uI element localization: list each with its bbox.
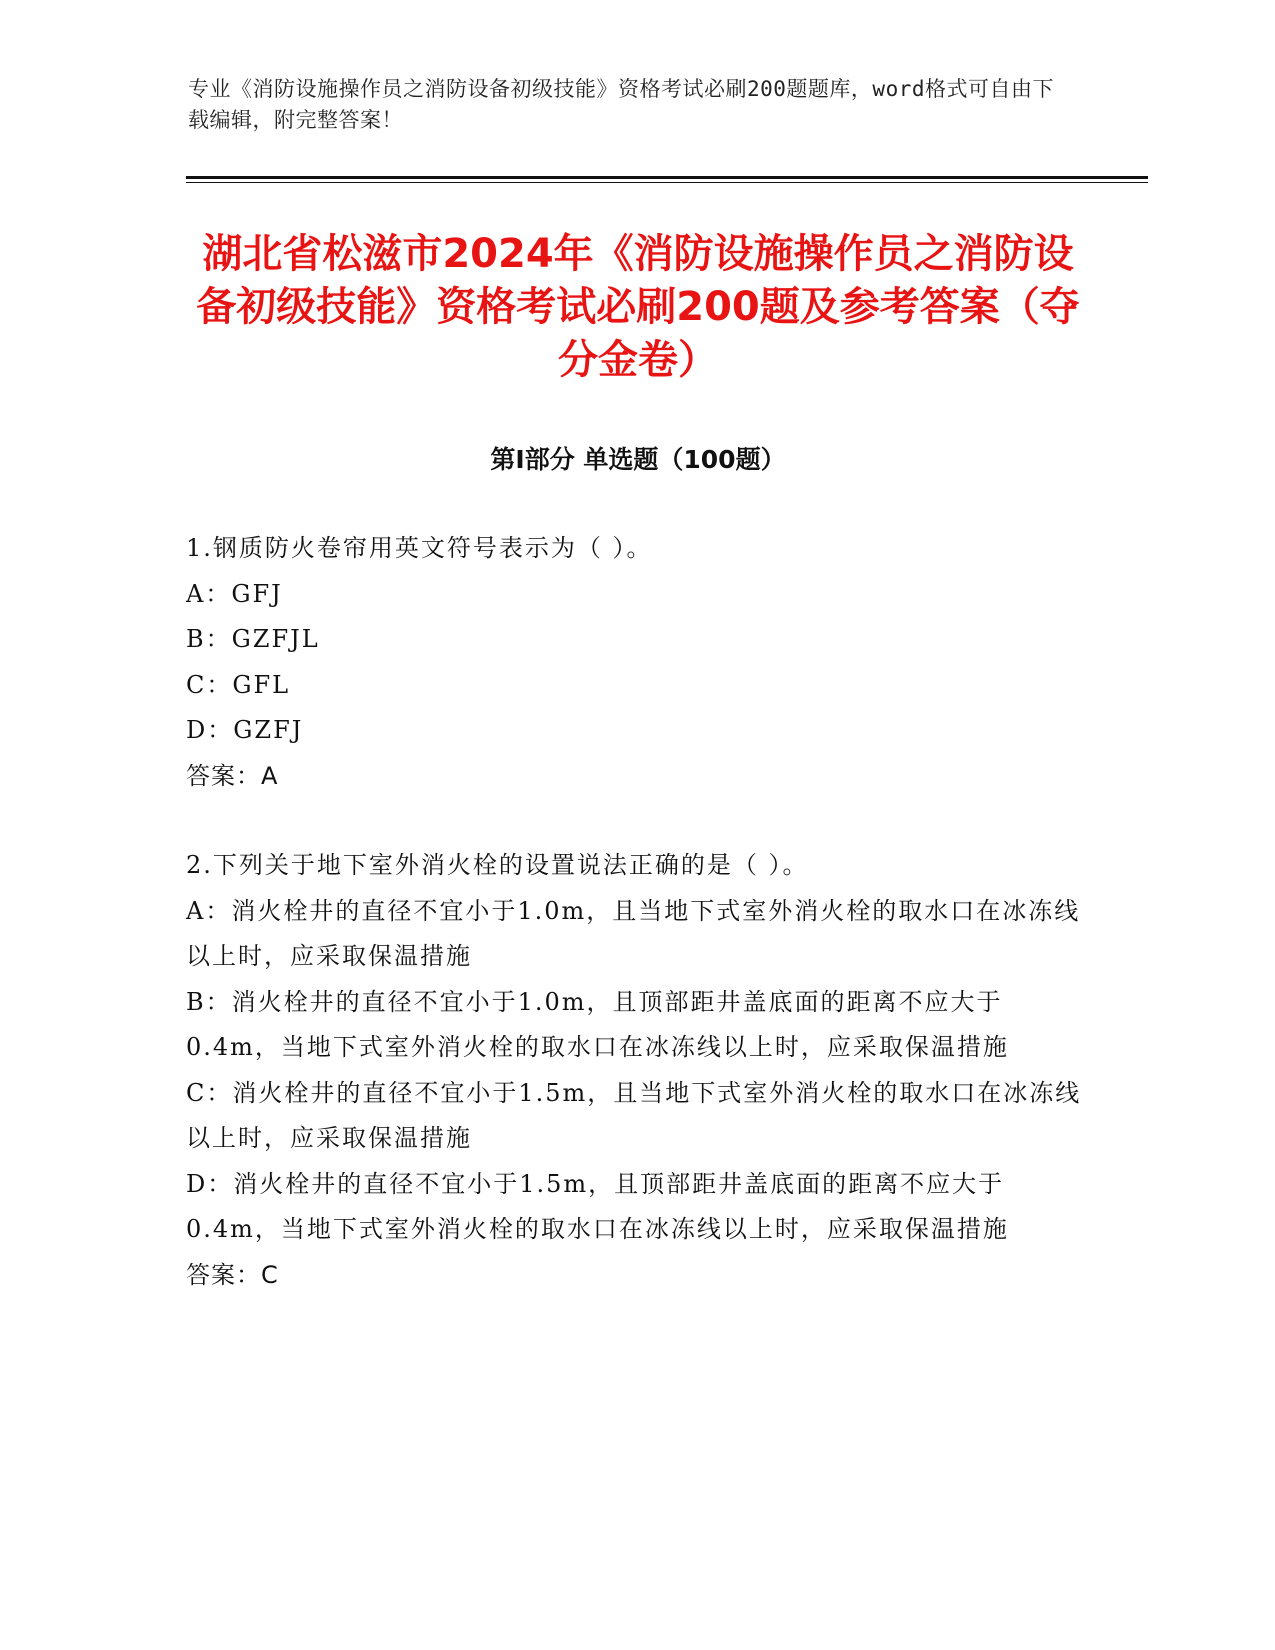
question-1 [186,526,1090,799]
answer: 答案：C [186,1260,279,1289]
header-divider-thick [186,176,1148,179]
option-c: C：GFL [186,670,291,699]
option-d: D：消火栓井的直径不宜小于1.5m，且顶部距井盖底面的距离不应大于0.4m，当地下式室外消火栓的取水口在冰冻线以上时，应采取保温措施 [186,1169,1009,1243]
question-stem: 2.下列关于地下室外消火栓的设置说法正确的是（ ）。 [186,851,809,879]
header-note: 专业《消防设施操作员之消防设备初级技能》资格考试必刷200题题库，word格式可自由下载编辑，附完整答案！ [188,77,1054,132]
option-b: B：消火栓井的直径不宜小于1.0m，且顶部距井盖底面的距离不应大于0.4m，当地下式室外消火栓的取水口在冰冻线以上时，应采取保温措施 [186,987,1009,1061]
header-divider-thin [186,182,1148,183]
question-stem: 1.钢质防火卷帘用英文符号表示为（ ）。 [186,534,653,562]
answer: 答案：A [186,761,279,790]
option-b: B：GZFJL [186,625,320,653]
option-d: D：GZFJ [186,716,304,744]
option-a: A：消火栓井的直径不宜小于1.0m，且当地下式室外消火栓的取水口在冰冻线以上时，应采取保温措施 [186,896,1081,970]
option-c: C：消火栓井的直径不宜小于1.5m，且当地下式室外消火栓的取水口在冰冻线以上时，应采取保温措施 [186,1078,1082,1152]
document-title: 湖北省松滋市2024年《消防设施操作员之消防设备初级技能》资格考试必刷200题及参考答案（夺分金卷） [196,231,1080,383]
section-title: 第Ⅰ部分 单选题（100题） [490,445,786,474]
question-2 [186,843,1090,1298]
option-a: A：GFJ [186,579,283,608]
